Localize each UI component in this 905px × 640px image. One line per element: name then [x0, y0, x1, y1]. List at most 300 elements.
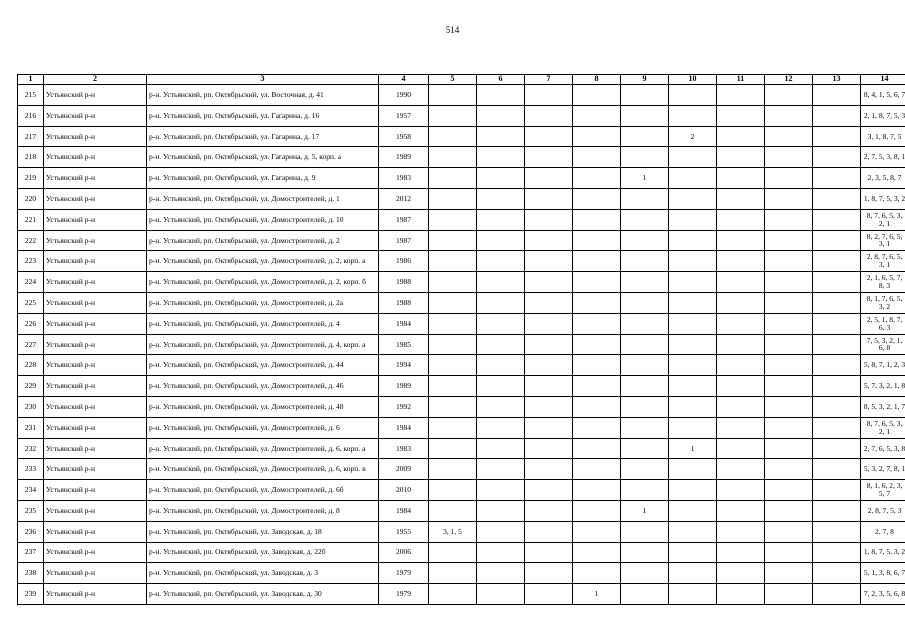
address-cell: р-н. Устьянский, рп. Октябрьский, ул. Домостроителей, д. 10	[147, 209, 379, 230]
table-row	[18, 126, 905, 147]
col6-cell	[477, 168, 525, 189]
col9-cell	[621, 355, 669, 376]
col-header-12: 12	[765, 75, 813, 85]
year-cell: 2010	[379, 480, 429, 501]
col9-cell	[621, 313, 669, 334]
address-cell: р-н. Устьянский, рп. Октябрьский, ул. Домостроителей, д. 2а	[147, 292, 379, 313]
col6-cell	[477, 563, 525, 584]
address-cell: р-н. Устьянский, рп. Октябрьский, ул. Домостроителей, д. 8	[147, 500, 379, 521]
district-cell: Устьянский р-н	[44, 376, 147, 397]
col12-cell	[765, 209, 813, 230]
col8-cell	[573, 188, 621, 209]
col13-cell	[813, 188, 861, 209]
col6-cell	[477, 292, 525, 313]
table-row	[18, 188, 905, 209]
col12-cell	[765, 459, 813, 480]
col13-cell	[813, 147, 861, 168]
col7-cell	[525, 230, 573, 251]
col10-cell	[669, 251, 717, 272]
col6-cell	[477, 417, 525, 438]
year-cell: 1985	[379, 334, 429, 355]
col13-cell	[813, 230, 861, 251]
col12-cell	[765, 126, 813, 147]
address-cell: р-н. Устьянский, рп. Октябрьский, ул. Домостроителей, д. 2	[147, 230, 379, 251]
row-number: 233	[18, 459, 44, 480]
address-cell: р-н. Устьянский, рп. Октябрьский, ул. Заводская, д. 3	[147, 563, 379, 584]
address-cell: р-н. Устьянский, рп. Октябрьский, ул. Домостроителей, д. 6	[147, 417, 379, 438]
col7-cell	[525, 85, 573, 106]
col13-cell	[813, 376, 861, 397]
col8-cell	[573, 168, 621, 189]
col12-cell	[765, 85, 813, 106]
col11-cell	[717, 85, 765, 106]
col12-cell	[765, 188, 813, 209]
col14-cell: 2, 1, 8, 7, 5, 3	[861, 105, 905, 126]
col8-cell	[573, 480, 621, 501]
col8-cell	[573, 251, 621, 272]
row-number: 222	[18, 230, 44, 251]
col7-cell	[525, 438, 573, 459]
row-number: 221	[18, 209, 44, 230]
district-cell: Устьянский р-н	[44, 396, 147, 417]
col12-cell	[765, 105, 813, 126]
table-row	[18, 584, 905, 605]
col11-cell	[717, 272, 765, 293]
col6-cell	[477, 376, 525, 397]
col8-cell	[573, 147, 621, 168]
col5-cell: 3, 1, 5	[429, 521, 477, 542]
year-cell: 1984	[379, 313, 429, 334]
district-cell: Устьянский р-н	[44, 313, 147, 334]
col12-cell	[765, 147, 813, 168]
col12-cell	[765, 168, 813, 189]
col12-cell	[765, 376, 813, 397]
col8-cell	[573, 85, 621, 106]
col12-cell	[765, 292, 813, 313]
col12-cell	[765, 521, 813, 542]
year-cell: 2006	[379, 542, 429, 563]
col6-cell	[477, 209, 525, 230]
col13-cell	[813, 438, 861, 459]
year-cell: 1983	[379, 438, 429, 459]
col14-cell: 8, 2, 7, 6, 5, 3, 1	[861, 230, 905, 251]
col11-cell	[717, 355, 765, 376]
col7-cell	[525, 105, 573, 126]
col6-cell	[477, 272, 525, 293]
col6-cell	[477, 480, 525, 501]
address-cell: р-н. Устьянский, рп. Октябрьский, ул. Заводская, д. 30	[147, 584, 379, 605]
district-cell: Устьянский р-н	[44, 542, 147, 563]
col8-cell	[573, 459, 621, 480]
table-row	[18, 396, 905, 417]
district-cell: Устьянский р-н	[44, 105, 147, 126]
col14-cell: 1, 8, 7, 5, 3, 2	[861, 188, 905, 209]
col11-cell	[717, 251, 765, 272]
year-cell: 1987	[379, 230, 429, 251]
district-cell: Устьянский р-н	[44, 188, 147, 209]
col13-cell	[813, 272, 861, 293]
col9-cell	[621, 147, 669, 168]
col10-cell	[669, 376, 717, 397]
table-row	[18, 417, 905, 438]
row-number: 237	[18, 542, 44, 563]
col-header-14: 14	[861, 75, 905, 85]
row-number: 227	[18, 334, 44, 355]
col6-cell	[477, 459, 525, 480]
row-number: 218	[18, 147, 44, 168]
col5-cell	[429, 417, 477, 438]
table-row	[18, 438, 905, 459]
col13-cell	[813, 126, 861, 147]
col11-cell	[717, 459, 765, 480]
col12-cell	[765, 542, 813, 563]
col11-cell	[717, 313, 765, 334]
col7-cell	[525, 188, 573, 209]
district-cell: Устьянский р-н	[44, 521, 147, 542]
col5-cell	[429, 126, 477, 147]
col14-cell: 7, 5, 3, 2, 1, 6, 8	[861, 334, 905, 355]
row-number: 234	[18, 480, 44, 501]
col14-cell: 8, 7, 6, 5, 3, 2, 1	[861, 209, 905, 230]
col9-cell: 1	[621, 168, 669, 189]
col14-cell: 5, 7, 3, 2, 1, 8	[861, 376, 905, 397]
col9-cell	[621, 85, 669, 106]
district-cell: Устьянский р-н	[44, 230, 147, 251]
col10-cell	[669, 230, 717, 251]
col13-cell	[813, 542, 861, 563]
col10-cell	[669, 85, 717, 106]
col10-cell	[669, 563, 717, 584]
col11-cell	[717, 480, 765, 501]
table-row	[18, 376, 905, 397]
col7-cell	[525, 521, 573, 542]
col6-cell	[477, 126, 525, 147]
col5-cell	[429, 168, 477, 189]
col10-cell	[669, 147, 717, 168]
col12-cell	[765, 313, 813, 334]
col13-cell	[813, 355, 861, 376]
year-cell: 1990	[379, 85, 429, 106]
table-row	[18, 355, 905, 376]
col14-cell: 2, 7, 6, 5, 3, 8	[861, 438, 905, 459]
col12-cell	[765, 500, 813, 521]
col13-cell	[813, 459, 861, 480]
col5-cell	[429, 334, 477, 355]
col6-cell	[477, 500, 525, 521]
col-header-2: 2	[44, 75, 147, 85]
col9-cell	[621, 480, 669, 501]
address-cell: р-н. Устьянский, рп. Октябрьский, ул. Домостроителей, д. 48	[147, 396, 379, 417]
col-header-3: 3	[147, 75, 379, 85]
table-row	[18, 563, 905, 584]
year-cell: 1983	[379, 168, 429, 189]
col9-cell	[621, 272, 669, 293]
col5-cell	[429, 251, 477, 272]
col6-cell	[477, 147, 525, 168]
col14-cell: 2, 1, 6, 5, 7, 8, 3	[861, 272, 905, 293]
col5-cell	[429, 500, 477, 521]
col12-cell	[765, 396, 813, 417]
col9-cell	[621, 209, 669, 230]
col9-cell	[621, 126, 669, 147]
col13-cell	[813, 584, 861, 605]
col14-cell: 2, 7, 5, 3, 8, 1	[861, 147, 905, 168]
col8-cell: 1	[573, 584, 621, 605]
row-number: 224	[18, 272, 44, 293]
district-cell: Устьянский р-н	[44, 334, 147, 355]
year-cell: 1984	[379, 417, 429, 438]
col5-cell	[429, 459, 477, 480]
col13-cell	[813, 334, 861, 355]
col7-cell	[525, 126, 573, 147]
row-number: 228	[18, 355, 44, 376]
col8-cell	[573, 417, 621, 438]
col10-cell	[669, 417, 717, 438]
col12-cell	[765, 355, 813, 376]
col-header-13: 13	[813, 75, 861, 85]
col5-cell	[429, 272, 477, 293]
col8-cell	[573, 313, 621, 334]
address-cell: р-н. Устьянский, рп. Октябрьский, ул. Гагарина, д. 5, корп. а	[147, 147, 379, 168]
col14-cell: 7, 2, 3, 5, 6, 8	[861, 584, 905, 605]
col9-cell	[621, 396, 669, 417]
col7-cell	[525, 355, 573, 376]
col11-cell	[717, 209, 765, 230]
col10-cell	[669, 272, 717, 293]
col12-cell	[765, 334, 813, 355]
col6-cell	[477, 396, 525, 417]
col7-cell	[525, 334, 573, 355]
col11-cell	[717, 417, 765, 438]
col7-cell	[525, 459, 573, 480]
col12-cell	[765, 251, 813, 272]
col5-cell	[429, 376, 477, 397]
row-number: 235	[18, 500, 44, 521]
col-header-10: 10	[669, 75, 717, 85]
col7-cell	[525, 542, 573, 563]
col5-cell	[429, 396, 477, 417]
col7-cell	[525, 251, 573, 272]
col5-cell	[429, 292, 477, 313]
year-cell: 2012	[379, 188, 429, 209]
col6-cell	[477, 230, 525, 251]
col10-cell	[669, 292, 717, 313]
col13-cell	[813, 105, 861, 126]
col14-cell: 8, 1, 6, 2, 3, 5, 7	[861, 480, 905, 501]
row-number: 236	[18, 521, 44, 542]
col11-cell	[717, 396, 765, 417]
col6-cell	[477, 188, 525, 209]
col8-cell	[573, 209, 621, 230]
col9-cell	[621, 521, 669, 542]
col8-cell	[573, 500, 621, 521]
year-cell: 1988	[379, 272, 429, 293]
col13-cell	[813, 292, 861, 313]
address-cell: р-н. Устьянский, рп. Октябрьский, ул. Гагарина, д. 9	[147, 168, 379, 189]
col5-cell	[429, 105, 477, 126]
col7-cell	[525, 272, 573, 293]
col11-cell	[717, 105, 765, 126]
col13-cell	[813, 417, 861, 438]
address-cell: р-н. Устьянский, рп. Октябрьский, ул. Гагарина, д. 16	[147, 105, 379, 126]
col11-cell	[717, 334, 765, 355]
col-header-7: 7	[525, 75, 573, 85]
col9-cell	[621, 438, 669, 459]
col7-cell	[525, 480, 573, 501]
col9-cell	[621, 376, 669, 397]
col10-cell	[669, 355, 717, 376]
col14-cell: 8, 7, 6, 5, 3, 2, 1	[861, 417, 905, 438]
year-cell: 1986	[379, 251, 429, 272]
table-row	[18, 251, 905, 272]
col14-cell: 5, 8, 7, 1, 2, 3	[861, 355, 905, 376]
col10-cell	[669, 313, 717, 334]
col13-cell	[813, 500, 861, 521]
year-cell: 1989	[379, 147, 429, 168]
col8-cell	[573, 355, 621, 376]
col10-cell	[669, 459, 717, 480]
col6-cell	[477, 542, 525, 563]
col13-cell	[813, 521, 861, 542]
col9-cell	[621, 584, 669, 605]
col12-cell	[765, 272, 813, 293]
table-row	[18, 480, 905, 501]
col9-cell	[621, 230, 669, 251]
table-row	[18, 105, 905, 126]
year-cell: 1979	[379, 584, 429, 605]
col8-cell	[573, 272, 621, 293]
district-cell: Устьянский р-н	[44, 563, 147, 584]
col10-cell	[669, 188, 717, 209]
col10-cell	[669, 480, 717, 501]
col11-cell	[717, 188, 765, 209]
address-cell: р-н. Устьянский, рп. Октябрьский, ул. Гагарина, д. 17	[147, 126, 379, 147]
table-row	[18, 313, 905, 334]
table-row	[18, 459, 905, 480]
year-cell: 1989	[379, 376, 429, 397]
address-cell: р-н. Устьянский, рп. Октябрьский, ул. Домостроителей, д. 2, корп. б	[147, 272, 379, 293]
col10-cell	[669, 105, 717, 126]
address-cell: р-н. Устьянский, рп. Октябрьский, ул. Домостроителей, д. 1	[147, 188, 379, 209]
col6-cell	[477, 105, 525, 126]
col7-cell	[525, 563, 573, 584]
address-cell: р-н. Устьянский, рп. Октябрьский, ул. Домостроителей, д. 2, корп. а	[147, 251, 379, 272]
col12-cell	[765, 438, 813, 459]
col13-cell	[813, 168, 861, 189]
district-cell: Устьянский р-н	[44, 272, 147, 293]
year-cell: 1955	[379, 521, 429, 542]
address-cell: р-н. Устьянский, рп. Октябрьский, ул. Домостроителей, д. 6, корп. в	[147, 459, 379, 480]
col7-cell	[525, 396, 573, 417]
col6-cell	[477, 85, 525, 106]
col12-cell	[765, 480, 813, 501]
col10-cell	[669, 584, 717, 605]
district-cell: Устьянский р-н	[44, 459, 147, 480]
district-cell: Устьянский р-н	[44, 147, 147, 168]
district-cell: Устьянский р-н	[44, 209, 147, 230]
col11-cell	[717, 168, 765, 189]
district-cell: Устьянский р-н	[44, 292, 147, 313]
col9-cell	[621, 542, 669, 563]
col11-cell	[717, 147, 765, 168]
col14-cell: 8, 4, 1, 5, 6, 7	[861, 85, 905, 106]
col11-cell	[717, 126, 765, 147]
col8-cell	[573, 563, 621, 584]
year-cell: 2009	[379, 459, 429, 480]
page-number: 514	[445, 25, 460, 35]
col11-cell	[717, 584, 765, 605]
row-number: 230	[18, 396, 44, 417]
col7-cell	[525, 168, 573, 189]
year-cell: 1988	[379, 292, 429, 313]
col6-cell	[477, 521, 525, 542]
col8-cell	[573, 230, 621, 251]
col13-cell	[813, 480, 861, 501]
year-cell: 1957	[379, 105, 429, 126]
address-cell: р-н. Устьянский, рп. Октябрьский, ул. Домостроителей, д. 44	[147, 355, 379, 376]
col5-cell	[429, 355, 477, 376]
col7-cell	[525, 147, 573, 168]
col10-cell	[669, 334, 717, 355]
col12-cell	[765, 584, 813, 605]
district-cell: Устьянский р-н	[44, 480, 147, 501]
row-number: 232	[18, 438, 44, 459]
col5-cell	[429, 230, 477, 251]
col-header-9: 9	[621, 75, 669, 85]
year-cell: 1979	[379, 563, 429, 584]
row-number: 226	[18, 313, 44, 334]
col5-cell	[429, 480, 477, 501]
col7-cell	[525, 292, 573, 313]
col9-cell	[621, 417, 669, 438]
row-number: 229	[18, 376, 44, 397]
address-cell: р-н. Устьянский, рп. Октябрьский, ул. Восточная, д. 41	[147, 85, 379, 106]
col8-cell	[573, 105, 621, 126]
col9-cell	[621, 251, 669, 272]
col14-cell: 5, 1, 3, 8, 6, 7	[861, 563, 905, 584]
address-cell: р-н. Устьянский, рп. Октябрьский, ул. Заводская, д. 18	[147, 521, 379, 542]
table-row	[18, 542, 905, 563]
col8-cell	[573, 396, 621, 417]
col6-cell	[477, 438, 525, 459]
col9-cell	[621, 459, 669, 480]
district-cell: Устьянский р-н	[44, 251, 147, 272]
col5-cell	[429, 85, 477, 106]
col12-cell	[765, 563, 813, 584]
col10-cell	[669, 542, 717, 563]
district-cell: Устьянский р-н	[44, 438, 147, 459]
district-cell: Устьянский р-н	[44, 584, 147, 605]
row-number: 217	[18, 126, 44, 147]
col13-cell	[813, 313, 861, 334]
year-cell: 1994	[379, 355, 429, 376]
col12-cell	[765, 417, 813, 438]
table-row	[18, 85, 905, 106]
district-cell: Устьянский р-н	[44, 417, 147, 438]
col7-cell	[525, 209, 573, 230]
table-row	[18, 334, 905, 355]
row-number: 216	[18, 105, 44, 126]
col14-cell: 2, 5, 1, 8, 7, 6, 3	[861, 313, 905, 334]
col14-cell: 2, 7, 8	[861, 521, 905, 542]
col-header-6: 6	[477, 75, 525, 85]
col14-cell: 5, 3, 2, 7, 8, 1	[861, 459, 905, 480]
col6-cell	[477, 313, 525, 334]
row-number: 231	[18, 417, 44, 438]
col9-cell	[621, 188, 669, 209]
col10-cell	[669, 396, 717, 417]
col13-cell	[813, 85, 861, 106]
